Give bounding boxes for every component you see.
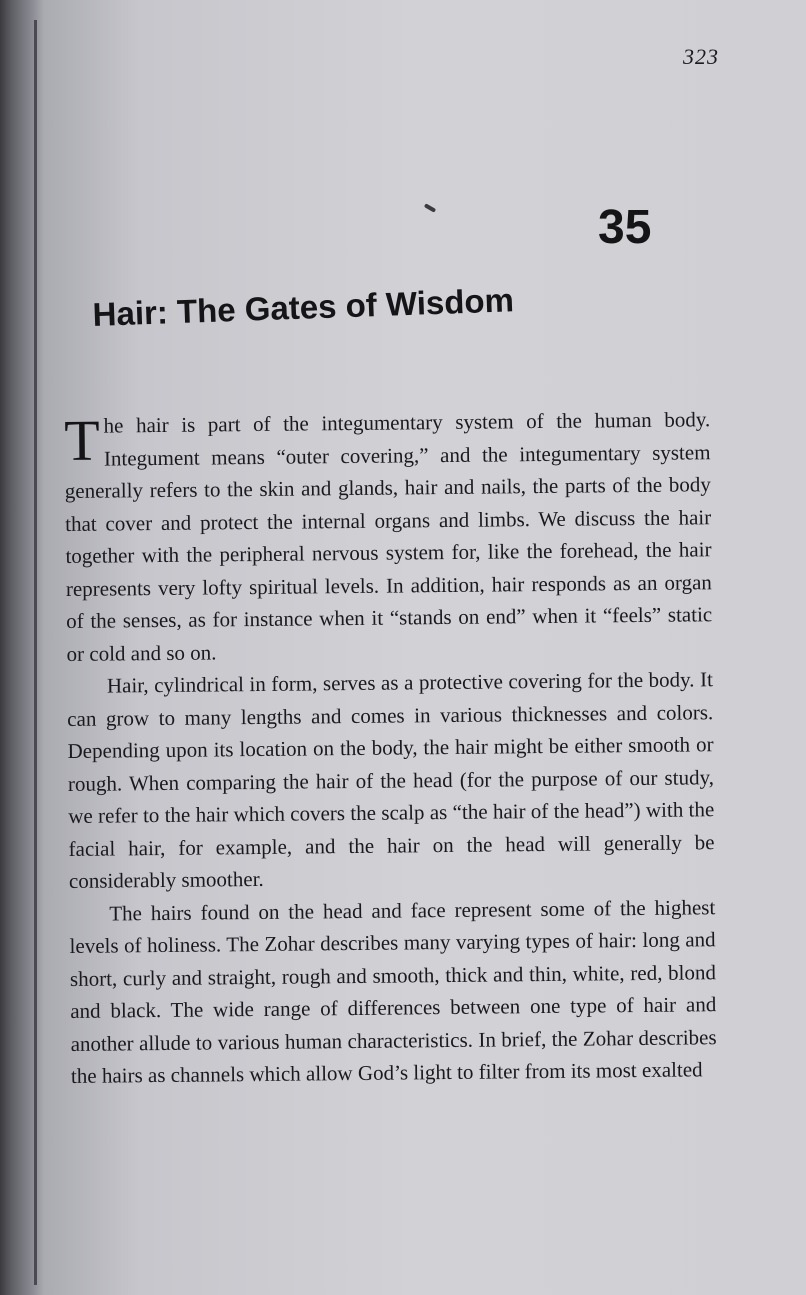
ink-smudge bbox=[424, 203, 436, 212]
spine-edge bbox=[34, 20, 37, 1285]
page-number: 323 bbox=[683, 44, 719, 69]
paragraph-1-text: he hair is part of the integumentary system of the human body. Integument means “outer covering,” and the integumentary system generally refers to the skin and glands, hair and nails, the parts of the body that cover and protect the internal organs and limbs. We discuss the hair together with the peripheral nervous system for, like the forehead, the hair represents very lofty spiritual levels. In addition, hair responds as an organ of the senses, as for instance when it “stands on end” when it “feels” static or cold and so on. bbox=[64, 407, 713, 666]
chapter-number: 35 bbox=[598, 201, 652, 254]
chapter-title: Hair: The Gates of Wisdom bbox=[92, 281, 515, 333]
paragraph-1 bbox=[64, 403, 713, 670]
chapter-body bbox=[64, 403, 717, 1092]
spine-shadow bbox=[0, 0, 44, 1295]
drop-cap: T bbox=[63, 407, 101, 473]
paragraph-3: The hairs found on the head and face represent some of the highest levels of holiness. The Zohar describes many varying types of hair: long and short, curly and straight, rough and smooth, thick and thin, white, red, blond and black. The wide range of differences between one type of hair and another allude to various human characteristics. In brief, the Zohar describes the hairs as channels which allow God’s light to filter from its most exalted bbox=[69, 894, 717, 1088]
paragraph-2: Hair, cylindrical in form, serves as a protective covering for the body. It can grow to many lengths and comes in various thicknesses and colors. Depending upon its location on the body, the hair might be either smooth or rough. When comparing the hair of the head (for the purpose of our study, we refer to the hair which covers the scalp as “the hair of the head”) with the facial hair, for example, and the hair on the head will generally be considerably smoother. bbox=[67, 667, 715, 893]
